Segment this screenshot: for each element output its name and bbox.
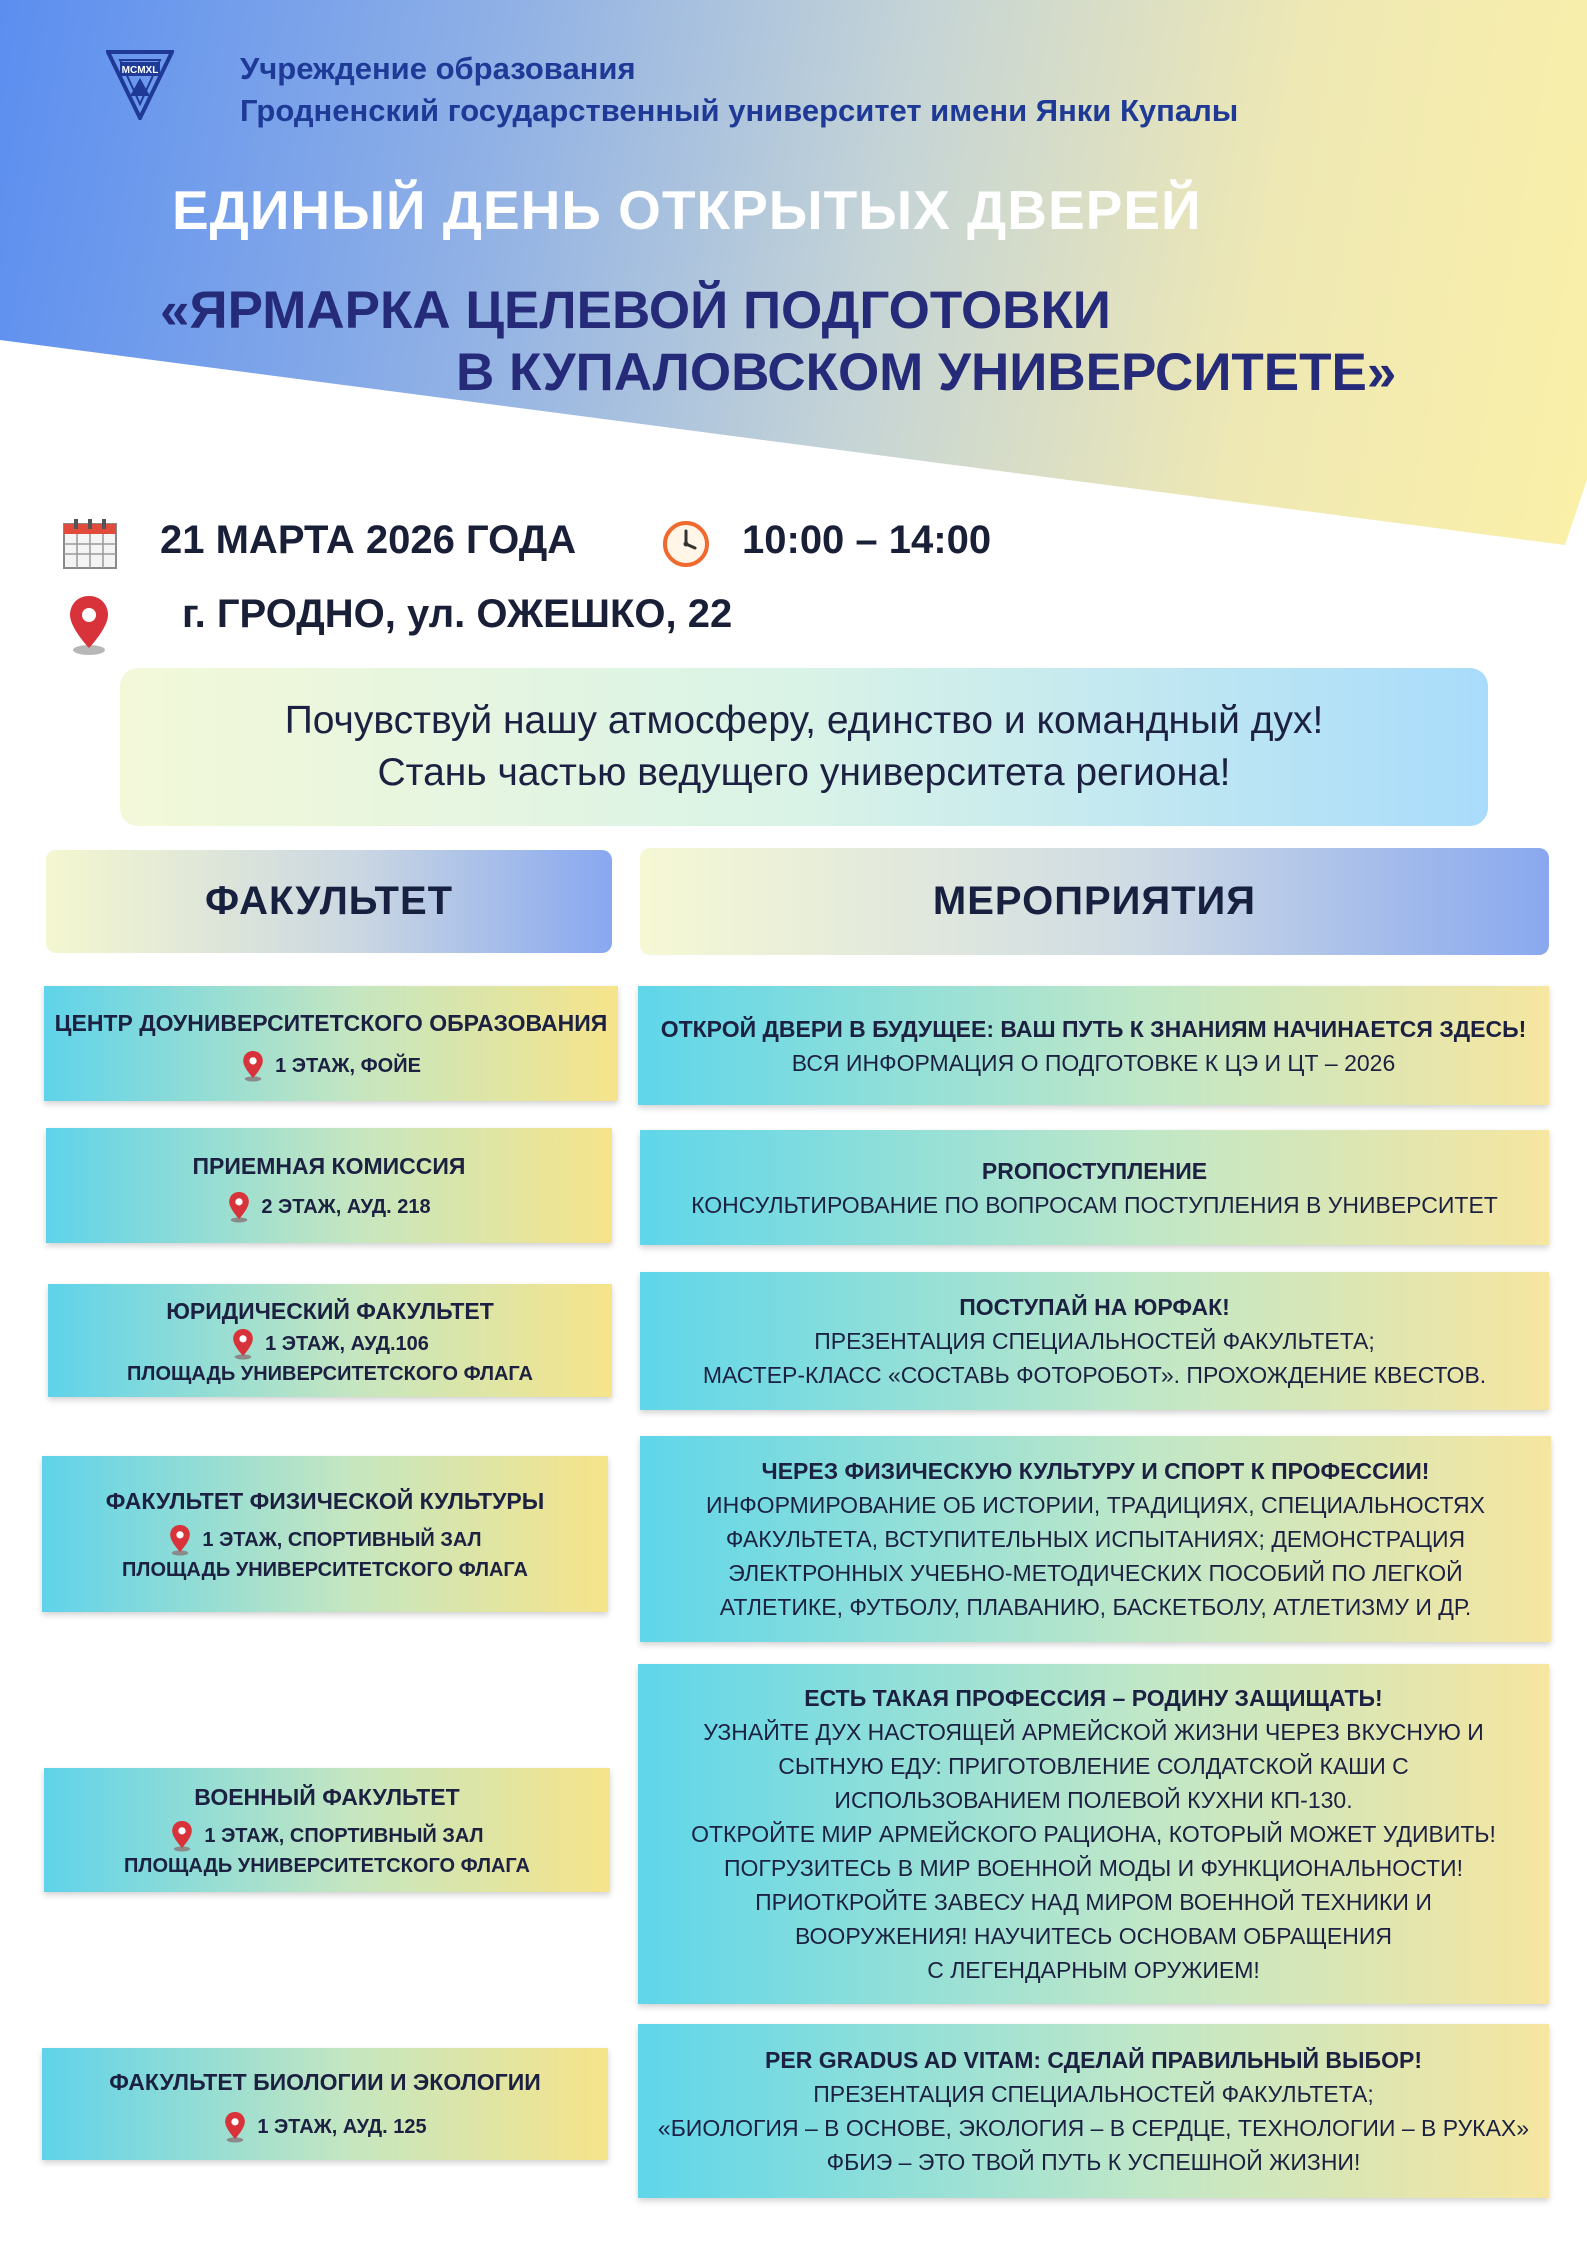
- event-card-line: ФАКУЛЬТЕТА, ВСТУПИТЕЛЬНЫХ ИСПЫТАНИЯХ; ДЕМОНСТРАЦИЯ: [725, 1526, 1466, 1552]
- org-line-1: Учреждение образования: [240, 51, 636, 86]
- event-card-line: ВООРУЖЕНИЯ! НАУЧИТЕСЬ ОСНОВАМ ОБРАЩЕНИЯ: [794, 1923, 1393, 1949]
- faculty-location: 1 ЭТАЖ, ФОЙЕ: [275, 1054, 421, 1077]
- faculty-location-extra: ПЛОЩАДЬ УНИВЕРСИТЕТСКОГО ФЛАГА: [127, 1362, 533, 1385]
- faculty-card: [42, 2048, 608, 2160]
- event-card-line: С ЛЕГЕНДАРНЫМ ОРУЖИЕМ!: [927, 1957, 1260, 1983]
- event-subtitle-line-2: В КУПАЛОВСКОМ УНИВЕРСИТЕТЕ»: [456, 343, 1397, 402]
- event-title: ЕДИНЫЙ ДЕНЬ ОТКРЫТЫХ ДВЕРЕЙ: [172, 179, 1202, 241]
- location-pin-icon: [170, 1820, 194, 1852]
- org-line-2: Гродненский государственный университет имени Янки Купалы: [240, 93, 1239, 128]
- location-pin-icon: [227, 1191, 251, 1223]
- motto-line-2: Стань частью ведущего университета региона!: [377, 751, 1231, 794]
- clock-icon: [662, 520, 710, 568]
- faculty-card: [48, 1284, 612, 1397]
- event-card-title: ПОСТУПАЙ НА ЮРФАК!: [959, 1294, 1230, 1320]
- event-card-line: ПРЕЗЕНТАЦИЯ СПЕЦИАЛЬНОСТЕЙ ФАКУЛЬТЕТА;: [813, 2081, 1374, 2107]
- event-date: 21 МАРТА 2026 ГОДА: [160, 518, 577, 562]
- motto-banner: [120, 668, 1488, 826]
- location-pin-icon: [168, 1524, 192, 1556]
- event-card-line: ПОГРУЗИТЕСЬ В МИР ВОЕННОЙ МОДЫ И ФУНКЦИОНАЛЬНОСТИ!: [724, 1855, 1463, 1881]
- motto-line-1: Почувствуй нашу атмосферу, единство и командный дух!: [284, 699, 1324, 742]
- event-card-line: ОТКРОЙТЕ МИР АРМЕЙСКОГО РАЦИОНА, КОТОРЫЙ МОЖЕТ УДИВИТЬ!: [691, 1821, 1496, 1847]
- logo-text: MCMXL: [121, 65, 159, 76]
- event-card-line: СЫТНУЮ ЕДУ: ПРИГОТОВЛЕНИЕ СОЛДАТСКОЙ КАШИ С: [778, 1753, 1409, 1779]
- faculty-location: 1 ЭТАЖ, СПОРТИВНЫЙ ЗАЛ: [204, 1825, 484, 1847]
- event-card-title: PER GRADUS AD VITAM: СДЕЛАЙ ПРАВИЛЬНЫЙ ВЫБОР!: [765, 2047, 1422, 2073]
- faculty-name: ФАКУЛЬТЕТ БИОЛОГИИ И ЭКОЛОГИИ: [109, 2069, 541, 2095]
- faculty-location-extra: ПЛОЩАДЬ УНИВЕРСИТЕТСКОГО ФЛАГА: [124, 1855, 530, 1877]
- event-card: [640, 1130, 1549, 1245]
- event-card-title: ЧЕРЕЗ ФИЗИЧЕСКУЮ КУЛЬТУРУ И СПОРТ К ПРОФЕССИИ!: [761, 1458, 1430, 1484]
- event-card-line: ФБИЭ – ЭТО ТВОЙ ПУТЬ К УСПЕШНОЙ ЖИЗНИ!: [826, 2149, 1361, 2175]
- event-card-title: ОТКРОЙ ДВЕРИ В БУДУЩЕЕ: ВАШ ПУТЬ К ЗНАНИЯМ НАЧИНАЕТСЯ ЗДЕСЬ!: [660, 1015, 1527, 1042]
- event-card-line: ЭЛЕКТРОННЫХ УЧЕБНО-МЕТОДИЧЕСКИХ ПОСОБИЙ ПО ЛЕГКОЙ: [728, 1560, 1463, 1586]
- organization-name: [240, 48, 1238, 132]
- event-card-line: «БИОЛОГИЯ – В ОСНОВЕ, ЭКОЛОГИЯ – В СЕРДЦЕ, ТЕХНОЛОГИИ – В РУКАХ»: [657, 2115, 1530, 2141]
- location-pin-icon: [241, 1050, 265, 1082]
- faculty-location: 1 ЭТАЖ, АУД.106: [265, 1332, 429, 1355]
- faculty-location: 1 ЭТАЖ, АУД. 125: [257, 2116, 427, 2138]
- event-card: [640, 1436, 1551, 1642]
- event-card: [638, 986, 1549, 1105]
- event-card-line: КОНСУЛЬТИРОВАНИЕ ПО ВОПРОСАМ ПОСТУПЛЕНИЯ В УНИВЕРСИТЕТ: [691, 1191, 1498, 1218]
- event-card-title: ЕСТЬ ТАКАЯ ПРОФЕССИЯ – РОДИНУ ЗАЩИЩАТЬ!: [804, 1685, 1383, 1711]
- faculty-card: [44, 986, 618, 1101]
- event-card-line: ИНФОРМИРОВАНИЕ ОБ ИСТОРИИ, ТРАДИЦИЯХ, СПЕЦИАЛЬНОСТЯХ: [706, 1492, 1485, 1518]
- column-header-events: МЕРОПРИЯТИЯ: [640, 848, 1549, 955]
- faculty-location: 2 ЭТАЖ, АУД. 218: [261, 1195, 431, 1218]
- faculty-name: ПРИЕМНАЯ КОМИССИЯ: [192, 1152, 466, 1179]
- event-card-line: ПРЕЗЕНТАЦИЯ СПЕЦИАЛЬНОСТЕЙ ФАКУЛЬТЕТА;: [814, 1328, 1375, 1354]
- faculty-name: ЮРИДИЧЕСКИЙ ФАКУЛЬТЕТ: [166, 1297, 494, 1324]
- event-card-line: ВСЯ ИНФОРМАЦИЯ О ПОДГОТОВКЕ К ЦЭ И ЦТ – 2026: [791, 1049, 1396, 1076]
- faculty-location-extra: ПЛОЩАДЬ УНИВЕРСИТЕТСКОГО ФЛАГА: [122, 1559, 528, 1581]
- event-card-line: УЗНАЙТЕ ДУХ НАСТОЯЩЕЙ АРМЕЙСКОЙ ЖИЗНИ ЧЕРЕЗ ВКУСНУЮ И: [703, 1719, 1484, 1745]
- event-time: 10:00 – 14:00: [742, 518, 992, 562]
- event-address: г. ГРОДНО, ул. ОЖЕШКО, 22: [182, 592, 733, 636]
- column-header-faculty: ФАКУЛЬТЕТ: [46, 850, 612, 953]
- calendar-icon: [62, 518, 118, 570]
- faculty-card: [46, 1128, 612, 1243]
- location-pin-icon: [223, 2111, 247, 2143]
- faculty-card: [44, 1768, 610, 1892]
- faculty-name: ВОЕННЫЙ ФАКУЛЬТЕТ: [194, 1784, 460, 1810]
- event-card: [638, 2024, 1549, 2198]
- event-card-title: PROПОСТУПЛЕНИЕ: [981, 1157, 1208, 1184]
- event-card-line: ИСПОЛЬЗОВАНИЕМ ПОЛЕВОЙ КУХНИ КП-130.: [834, 1787, 1353, 1813]
- faculty-name: ЦЕНТР ДОУНИВЕРСИТЕТСКОГО ОБРАЗОВАНИЯ: [54, 1009, 608, 1036]
- event-card: [640, 1272, 1549, 1410]
- location-pin-icon: [66, 594, 112, 656]
- event-card-line: МАСТЕР-КЛАСС «СОСТАВЬ ФОТОРОБОТ». ПРОХОЖДЕНИЕ КВЕСТОВ.: [702, 1362, 1487, 1388]
- event-card-line: АТЛЕТИКЕ, ФУТБОЛУ, ПЛАВАНИЮ, БАСКЕТБОЛУ, АТЛЕТИЗМУ И ДР.: [719, 1594, 1472, 1620]
- event-card-line: ПРИОТКРОЙТЕ ЗАВЕСУ НАД МИРОМ ВОЕННОЙ ТЕХНИКИ И: [755, 1889, 1432, 1915]
- event-card: [638, 1664, 1549, 2004]
- faculty-card: [42, 1456, 608, 1612]
- faculty-location: 1 ЭТАЖ, СПОРТИВНЫЙ ЗАЛ: [202, 1529, 482, 1551]
- university-logo-icon: [106, 48, 174, 120]
- faculty-name: ФАКУЛЬТЕТ ФИЗИЧЕСКОЙ КУЛЬТУРЫ: [105, 1488, 545, 1514]
- location-pin-icon: [231, 1328, 255, 1360]
- event-subtitle-line-1: «ЯРМАРКА ЦЕЛЕВОЙ ПОДГОТОВКИ: [160, 281, 1111, 340]
